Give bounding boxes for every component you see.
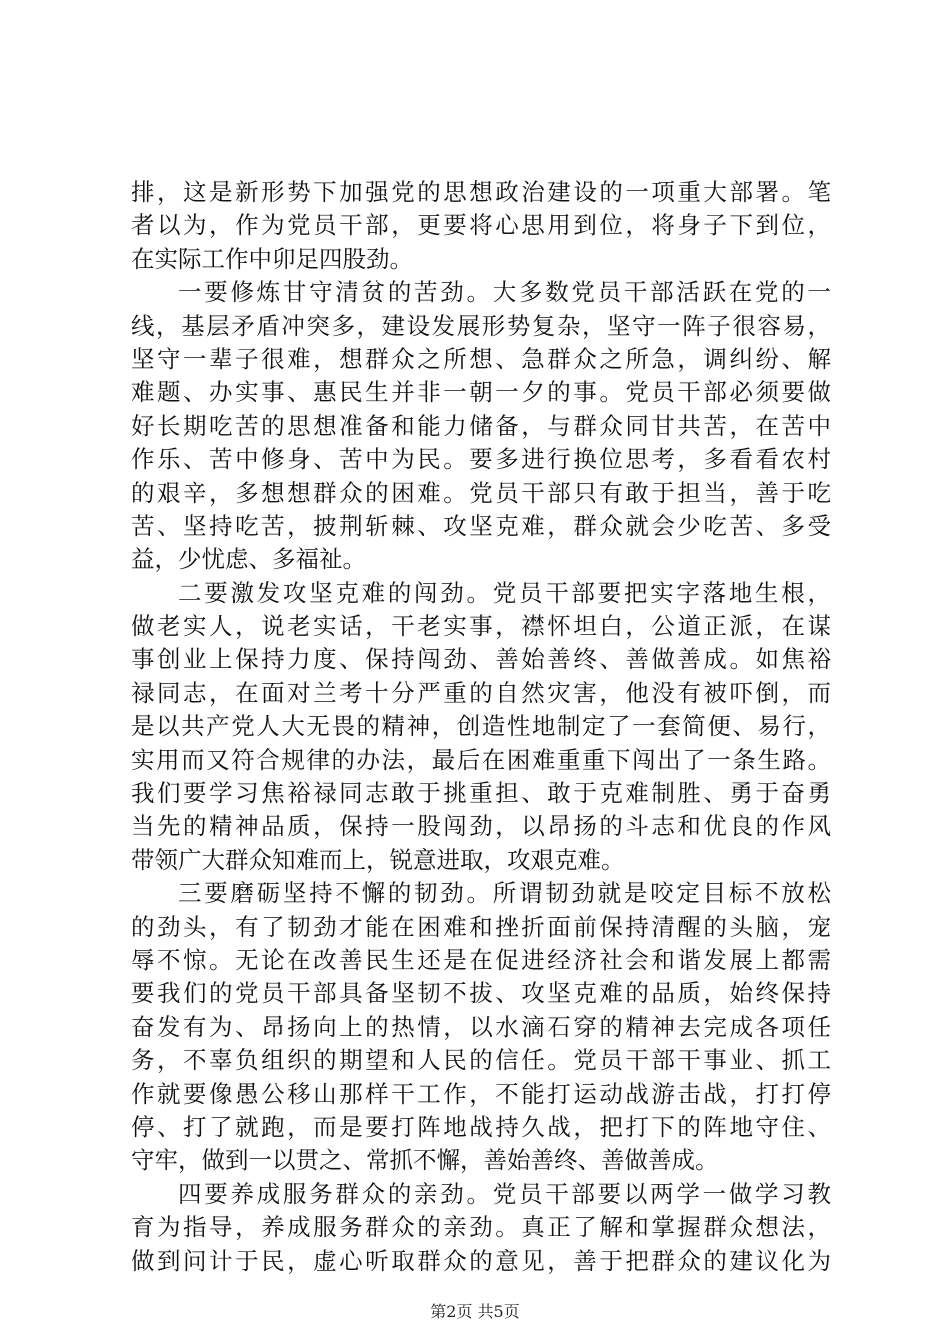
text-line: 实用而又符合规律的办法，最后在困难重重下闯出了一条生路。	[131, 745, 831, 774]
text-line: 好长期吃苦的思想准备和能力储备，与群众同甘共苦，在苦中	[131, 411, 831, 440]
text-line: 的艰辛，多想想群众的困难。党员干部只有敢于担当，善于吃	[131, 478, 831, 507]
paragraph-start-line: 一要修炼甘守清贫的苦劲。大多数党员干部活跃在党的一	[178, 278, 831, 307]
paragraph-start-line: 二要激发攻坚克难的闯劲。党员干部要把实字落地生根，	[178, 578, 831, 607]
text-line: 做老实人，说老实话，干老实事，襟怀坦白，公道正派，在谋	[131, 612, 831, 641]
text-line: 排，这是新形势下加强党的思想政治建设的一项重大部署。笔	[131, 178, 831, 206]
text-line: 在实际工作中卯足四股劲。	[131, 244, 413, 273]
text-line: 带领广大群众知难而上，锐意进取，攻艰克难。	[131, 845, 625, 874]
text-line: 育为指导，养成服务群众的亲劲。真正了解和掌握群众想法，	[131, 1213, 831, 1242]
page-number-footer: 第2页 共5页	[430, 1302, 520, 1321]
text-line: 要我们的党员干部具备坚韧不拔、攻坚克难的品质，始终保持	[131, 979, 831, 1008]
text-line: 我们要学习焦裕禄同志敢于挑重担、敢于克难制胜、勇于奋勇	[131, 779, 831, 808]
text-line: 难题、办实事、惠民生并非一朝一夕的事。党员干部必须要做	[131, 378, 831, 407]
text-line: 当先的精神品质，保持一股闯劲，以昂扬的斗志和优良的作风	[131, 812, 831, 841]
text-line: 做到问计于民，虚心听取群众的意见，善于把群众的建议化为	[131, 1246, 831, 1275]
text-line: 作乐、苦中修身、苦中为民。要多进行换位思考，多看看农村	[131, 445, 831, 474]
text-line: 务，不辜负组织的期望和人民的信任。党员干部干事业、抓工	[131, 1046, 831, 1075]
text-line: 苦、坚持吃苦，披荆斩棘、攻坚克难，群众就会少吃苦、多受	[131, 511, 831, 540]
text-line: 益，少忧虑、多福祉。	[131, 545, 366, 574]
text-line: 者以为，作为党员干部，更要将心思用到位，将身子下到位，	[131, 211, 831, 240]
text-line: 守牢，做到一以贯之、常抓不懈，善始善终、善做善成。	[131, 1146, 719, 1175]
text-line: 作就要像愚公移山那样干工作，不能打运动战游击战，打打停	[131, 1079, 831, 1108]
text-line: 坚守一辈子很难，想群众之所想、急群众之所急，调纠纷、解	[131, 344, 831, 373]
text-line: 停、打了就跑，而是要打阵地战持久战，把打下的阵地守住、	[131, 1112, 831, 1141]
text-line: 辱不惊。无论在改善民生还是在促进经济社会和谐发展上都需	[131, 945, 831, 974]
paragraph-start-line: 四要养成服务群众的亲劲。党员干部要以两学一做学习教	[178, 1179, 831, 1208]
text-line: 禄同志，在面对兰考十分严重的自然灾害，他没有被吓倒，而	[131, 678, 831, 707]
text-line: 线，基层矛盾冲突多，建设发展形势复杂，坚守一阵子很容易，	[131, 311, 831, 340]
text-line: 奋发有为、昂扬向上的热情，以水滴石穿的精神去完成各项任	[131, 1012, 831, 1041]
text-line: 是以共产党人大无畏的精神，创造性地制定了一套简便、易行，	[131, 712, 831, 741]
text-line: 事创业上保持力度、保持闯劲、善始善终、善做善成。如焦裕	[131, 645, 831, 674]
paragraph-start-line: 三要磨砺坚持不懈的韧劲。所谓韧劲就是咬定目标不放松	[178, 879, 831, 908]
text-line: 的劲头，有了韧劲才能在困难和挫折面前保持清醒的头脑，宠	[131, 912, 831, 941]
document-body	[131, 176, 831, 1278]
